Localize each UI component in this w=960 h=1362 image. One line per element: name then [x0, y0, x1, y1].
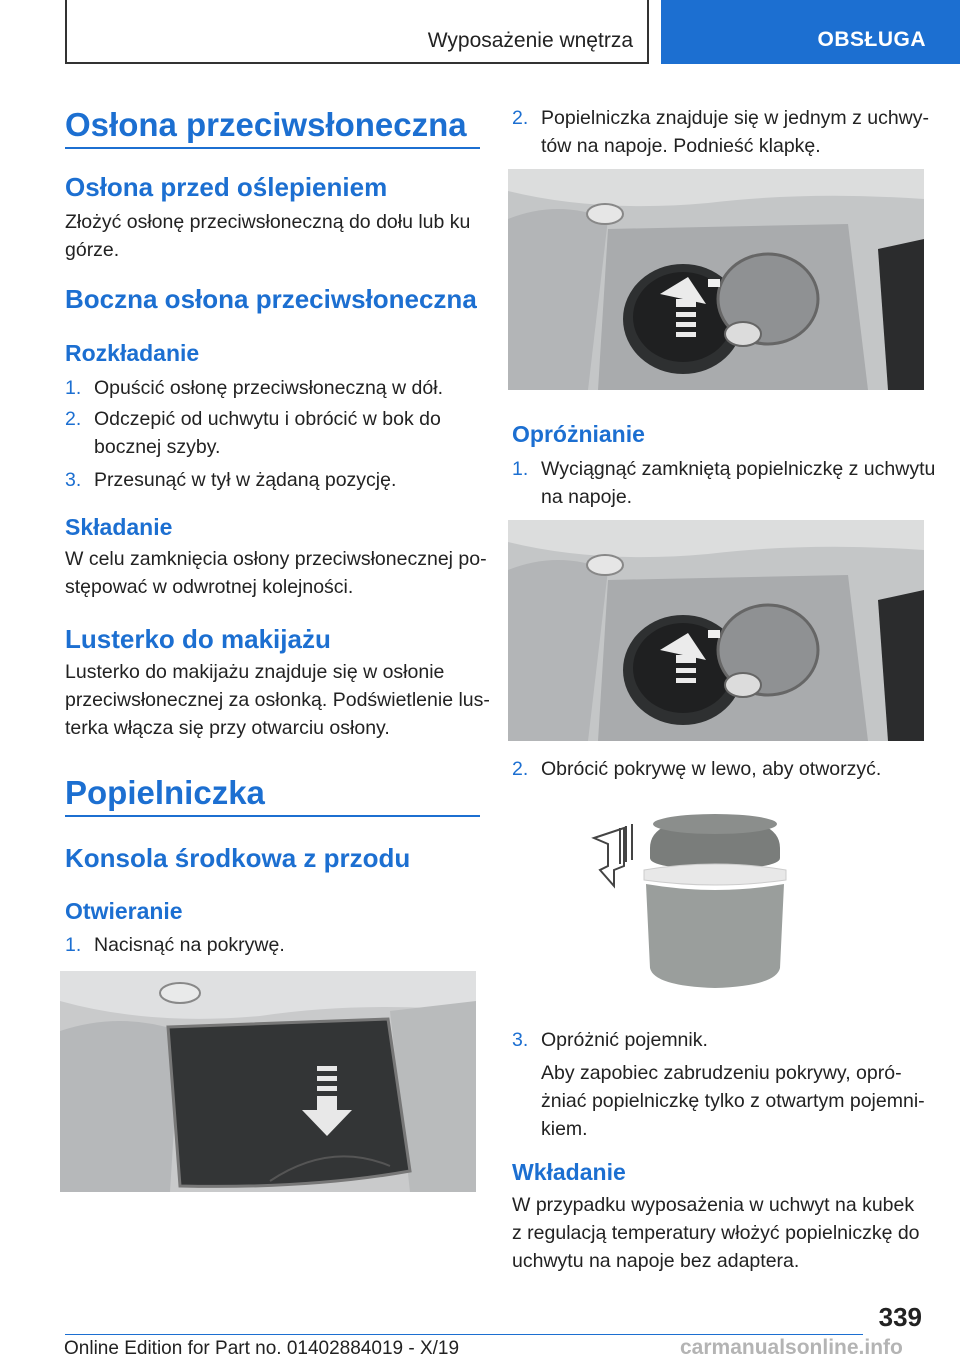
header-section-title: Wyposażenie wnętrza [427, 29, 633, 52]
header-chapter-label: OBSŁUGA [817, 28, 926, 51]
text-line: Aby zapobiec zabrudzeniu pokrywy, opró- [541, 1062, 902, 1084]
glare-text [65, 208, 470, 264]
text-line: tów na napoje. Podnieść klapkę. [541, 135, 821, 157]
step-number: 2. [512, 107, 529, 129]
heading-center-console: Konsola środkowa z przodu [65, 843, 411, 873]
text-line: górze. [65, 239, 120, 261]
header-section-box [65, 0, 649, 64]
text-line: Popielniczka znajduje się w jednym z uchwy- [541, 107, 930, 129]
mirror-text [65, 658, 490, 742]
header-chapter-tab[interactable] [661, 0, 960, 64]
heading-ashtray: Popielniczka [65, 774, 265, 811]
text-line: żniać popielniczkę tylko z otwartym pojemni- [541, 1090, 925, 1112]
heading-side-visor: Boczna osłona przeciwsłoneczna [65, 284, 477, 314]
text-line: uchwytu na napoje bez adaptera. [512, 1250, 800, 1272]
illustration-ashtray-container [580, 808, 810, 998]
text-line: Odczepić od uchwytu i obrócić w bok do [94, 408, 441, 430]
text-line: z regulacją temperatury włożyć popielniczkę do [512, 1222, 920, 1244]
text-line: terka włącza się przy otwarciu osłony. [65, 717, 390, 739]
step-text: Nacisnąć na pokrywę. [94, 934, 285, 956]
text-line: na napoje. [541, 486, 633, 508]
step-number: 2. [65, 408, 82, 430]
text-line: stępować w odwrotnej kolejności. [65, 576, 354, 598]
text-line: W celu zamknięcia osłony przeciwsłonecznej po- [65, 548, 487, 570]
rotate-left-arrow-icon [594, 824, 632, 886]
step-number: 3. [65, 469, 82, 491]
step-text [541, 104, 929, 160]
heading-opening: Otwieranie [65, 898, 183, 924]
step-number: 1. [65, 934, 82, 956]
folding-text [65, 545, 487, 601]
photo-console-cover [60, 971, 476, 1192]
footer-edition: Online Edition for Part no. 01402884019 - X/19 [64, 1338, 460, 1359]
step-text: Przesunąć w tył w żądaną pozycję. [94, 469, 397, 491]
text-line: W przypadku wyposażenia w uchwyt na kubek [512, 1194, 915, 1216]
photo-pull-out-ashtray [508, 520, 924, 741]
text-line: Wyciągnąć zamkniętą popielniczkę z uchwytu [541, 458, 936, 480]
text-line: przeciwsłonecznej za osłonką. Podświetlenie lus- [65, 689, 490, 711]
heading-rule [65, 815, 480, 817]
photo-ashtray-in-cupholder [508, 169, 924, 390]
text-line: Lusterko do makijażu znajduje się w osłonie [65, 661, 445, 683]
step-text: Opróżnić pojemnik. [541, 1029, 708, 1051]
heading-unfolding: Rozkładanie [65, 340, 200, 366]
text-line: bocznej szyby. [94, 436, 221, 458]
step-text [94, 405, 441, 461]
heading-inserting: Wkładanie [512, 1159, 626, 1185]
step-number: 1. [65, 377, 82, 399]
step-number: 2. [512, 758, 529, 780]
page-number: 339 [878, 1302, 922, 1332]
text-line: kiem. [541, 1118, 588, 1140]
step-number: 3. [512, 1029, 529, 1051]
step-number: 1. [512, 458, 529, 480]
step-text [541, 455, 935, 511]
footer-rule [65, 1334, 863, 1335]
text-line: Złożyć osłonę przeciwsłoneczną do dołu lub ku [65, 211, 471, 233]
heading-emptying: Opróżnianie [512, 421, 645, 447]
heading-vanity-mirror: Lusterko do makijażu [65, 624, 331, 654]
heading-glare-shield: Osłona przed oślepieniem [65, 172, 388, 202]
step-text: Obrócić pokrywę w lewo, aby otworzyć. [541, 758, 882, 780]
emptying-note [541, 1059, 925, 1143]
footer-watermark: carmanualsonline.info [680, 1336, 903, 1359]
inserting-text [512, 1191, 920, 1275]
heading-folding: Składanie [65, 514, 173, 540]
heading-sun-visor: Osłona przeciwsłoneczna [65, 106, 467, 143]
step-text: Opuścić osłonę przeciwsłoneczną w dół. [94, 377, 444, 399]
heading-rule [65, 147, 480, 149]
